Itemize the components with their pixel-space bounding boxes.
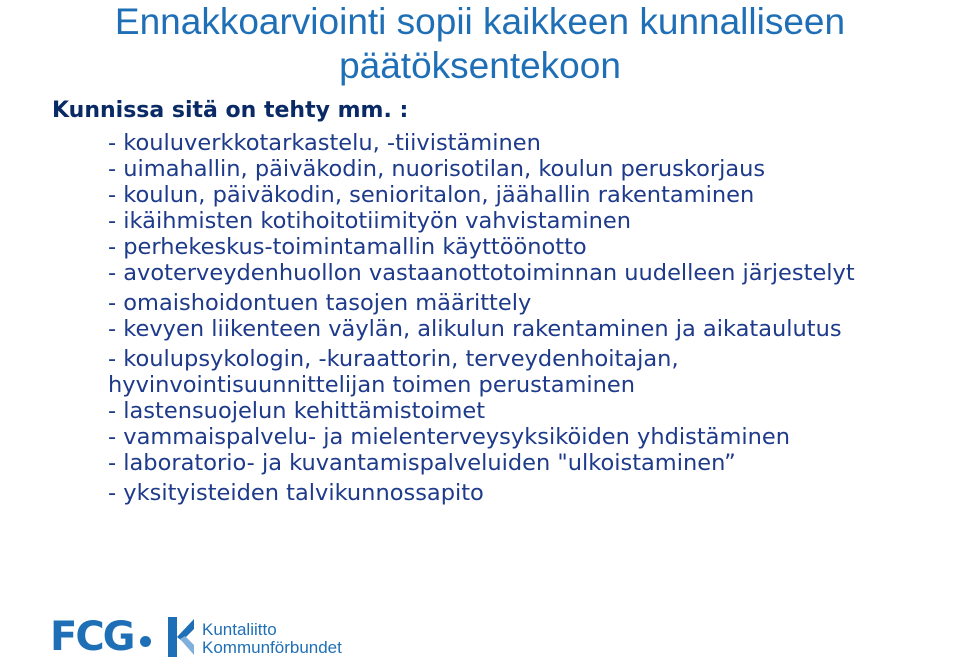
list-item: - laboratorio- ja kuvantamispalveluiden "ulkoistaminen”	[108, 450, 736, 476]
slide-title	[0, 0, 960, 88]
list-item: - vammaispalvelu- ja mielenterveysyksiköiden yhdistäminen	[108, 424, 790, 450]
list-item: - kevyen liikenteen väylän, alikulun rakentaminen ja aikataulutus	[108, 316, 842, 342]
list-item: - koulun, päiväkodin, senioritalon, jäähallin rakentaminen	[108, 182, 755, 208]
list-item: - kouluverkkotarkastelu, -tiivistäminen	[108, 130, 541, 156]
kuntaliitto-name: Kuntaliitto	[202, 620, 277, 639]
list-item: - avoterveydenhuollon vastaanottotoiminnan uudelleen järjestelyt	[108, 260, 855, 286]
slide-title-line-2: päätöksentekoon	[339, 45, 621, 86]
list-item: - ikäihmisten kotihoitotiimityön vahvistaminen	[108, 208, 631, 234]
slide-title-line-1: Ennakkoarviointi sopii kaikkeen kunnalliseen	[114, 1, 846, 42]
section-heading: Kunnissa sitä on tehty mm. :	[52, 98, 409, 123]
list-item: - lastensuojelun kehittämistoimet	[108, 398, 486, 424]
list-item: - perhekeskus-toimintamallin käyttöönotto	[108, 234, 587, 260]
examples-list	[108, 130, 948, 506]
list-item: - yksityisteiden talvikunnossapito	[108, 480, 484, 506]
list-item: - omaishoidontuen tasojen määrittely	[108, 290, 532, 316]
list-item: - koulupsykologin, -kuraattorin, terveydenhoitajan, hyvinvointisuunnittelijan toimen perustaminen	[108, 346, 679, 398]
kuntaliitto-k-icon	[168, 617, 196, 657]
kommunforbundet-name: Kommunförbundet	[202, 638, 342, 657]
kuntaliitto-logo-text	[202, 621, 342, 657]
fcg-logo-dot-icon	[140, 636, 151, 647]
footer-logos	[0, 605, 960, 667]
list-item: - uimahallin, päiväkodin, nuorisotilan, koulun peruskorjaus	[108, 156, 766, 182]
fcg-logo: FCG	[50, 614, 134, 660]
